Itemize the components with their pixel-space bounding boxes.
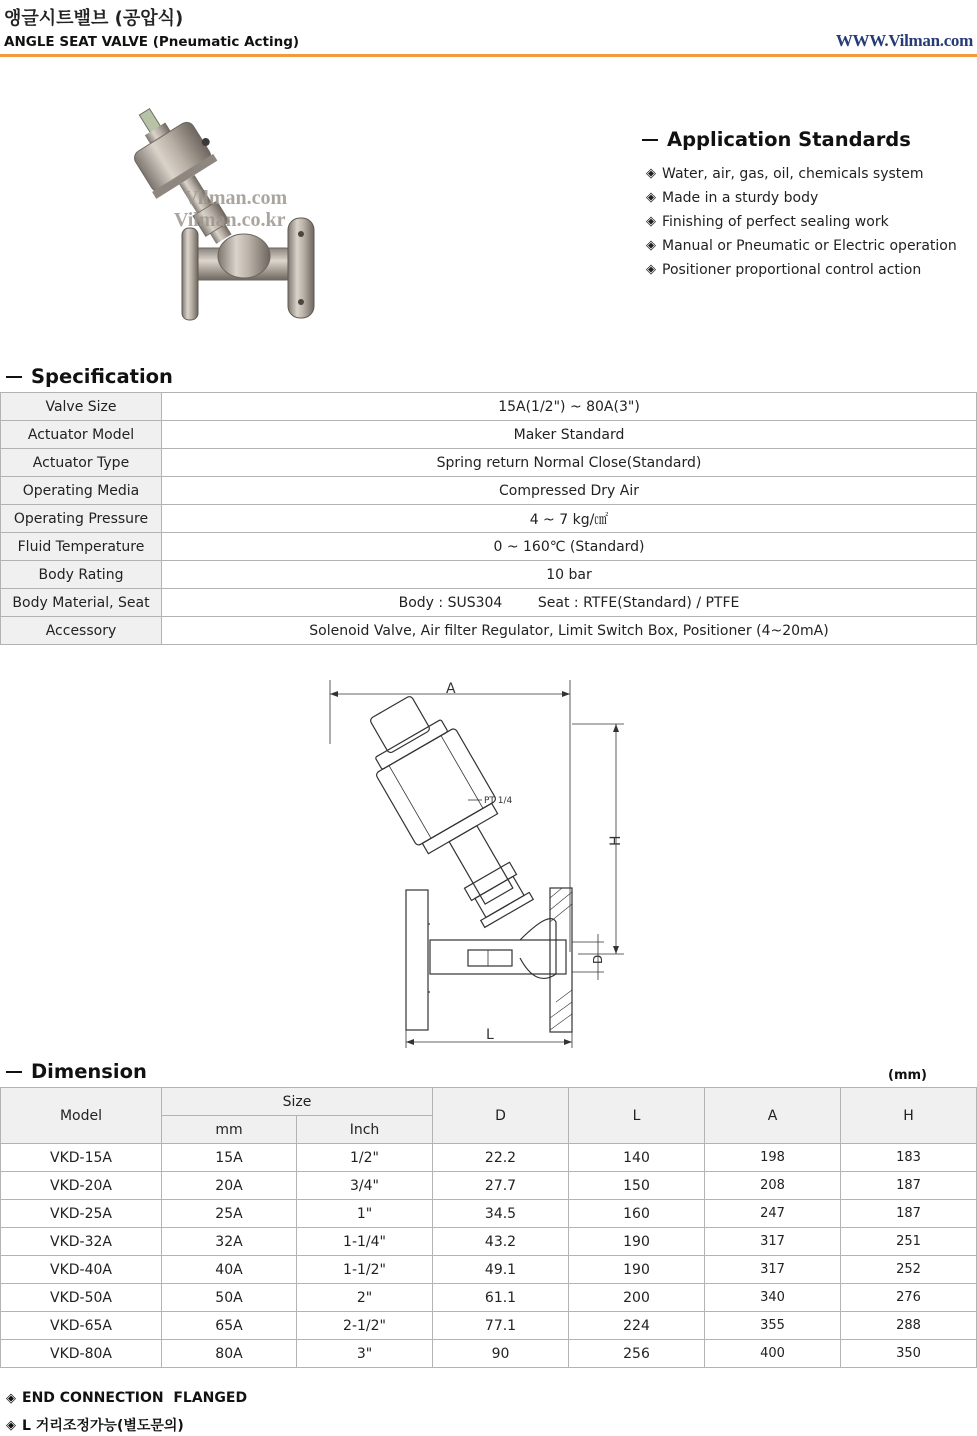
cell-inch: 1/2" <box>297 1144 433 1172</box>
dimension-heading <box>6 1060 147 1083</box>
spec-value: 0 ~ 160℃ (Standard) <box>162 533 977 561</box>
spec-label: Accessory <box>1 617 162 645</box>
application-item-text: Finishing of perfect sealing work <box>662 214 889 230</box>
dim-label-a: A <box>446 681 456 697</box>
cell-inch: 2-1/2" <box>297 1312 433 1340</box>
spec-label: Actuator Model <box>1 421 162 449</box>
dimension-heading-text: Dimension <box>31 1060 147 1083</box>
spec-label: Valve Size <box>1 393 162 421</box>
cell-a: 198 <box>705 1144 841 1172</box>
cell-l: 160 <box>569 1200 705 1228</box>
col-model: Model <box>1 1088 162 1144</box>
application-item-text: Water, air, gas, oil, chemicals system <box>662 166 924 182</box>
table-row <box>1 1284 977 1312</box>
spec-value: 10 bar <box>162 561 977 589</box>
cell-mm: 50A <box>162 1284 297 1312</box>
cell-l: 190 <box>569 1228 705 1256</box>
col-d: D <box>433 1088 569 1144</box>
cell-l: 256 <box>569 1340 705 1368</box>
dim-label-l: L <box>486 1027 494 1043</box>
application-item <box>646 162 957 186</box>
cell-d: 27.7 <box>433 1172 569 1200</box>
cell-d: 90 <box>433 1340 569 1368</box>
cell-h: 187 <box>841 1172 977 1200</box>
application-heading <box>642 128 911 151</box>
cell-l: 200 <box>569 1284 705 1312</box>
cell-mm: 32A <box>162 1228 297 1256</box>
dim-header-row <box>1 1088 977 1116</box>
cell-a: 208 <box>705 1172 841 1200</box>
diamond-bullet-icon: ◈ <box>646 190 656 205</box>
cell-d: 43.2 <box>433 1228 569 1256</box>
spec-row <box>1 533 977 561</box>
note-end-connection <box>6 1390 247 1406</box>
cell-mm: 65A <box>162 1312 297 1340</box>
spec-value: Spring return Normal Close(Standard) <box>162 449 977 477</box>
cell-model: VKD-50A <box>1 1284 162 1312</box>
cell-inch: 3/4" <box>297 1172 433 1200</box>
cell-mm: 80A <box>162 1340 297 1368</box>
cell-model: VKD-25A <box>1 1200 162 1228</box>
cell-inch: 1-1/2" <box>297 1256 433 1284</box>
spec-value: Body : SUS304 Seat : RTFE(Standard) / PTFE <box>162 589 977 617</box>
cell-a: 317 <box>705 1256 841 1284</box>
application-item <box>646 258 957 282</box>
spec-row <box>1 561 977 589</box>
cell-mm: 20A <box>162 1172 297 1200</box>
spec-value: Maker Standard <box>162 421 977 449</box>
heading-dash <box>642 139 658 141</box>
col-h: H <box>841 1088 977 1144</box>
cell-mm: 15A <box>162 1144 297 1172</box>
spec-value: 15A(1/2") ~ 80A(3") <box>162 393 977 421</box>
spec-row <box>1 393 977 421</box>
cell-inch: 1-1/4" <box>297 1228 433 1256</box>
diamond-bullet-icon: ◈ <box>646 166 656 181</box>
cell-model: VKD-80A <box>1 1340 162 1368</box>
cell-inch: 2" <box>297 1284 433 1312</box>
table-row <box>1 1172 977 1200</box>
cell-inch: 3" <box>297 1340 433 1368</box>
cell-l: 150 <box>569 1172 705 1200</box>
specification-heading <box>6 365 173 388</box>
table-row <box>1 1228 977 1256</box>
dim-label-d: D <box>591 954 605 964</box>
application-item-text: Manual or Pneumatic or Electric operation <box>662 238 957 254</box>
cell-d: 34.5 <box>433 1200 569 1228</box>
col-a: A <box>705 1088 841 1144</box>
application-heading-text: Application Standards <box>667 128 911 151</box>
unit-label: (mm) <box>888 1068 927 1083</box>
port-label: PT 1/4 <box>484 796 513 806</box>
cell-h: 350 <box>841 1340 977 1368</box>
heading-dash <box>6 1071 22 1073</box>
cell-a: 317 <box>705 1228 841 1256</box>
spec-value: Solenoid Valve, Air filter Regulator, Limit Switch Box, Positioner (4~20mA) <box>162 617 977 645</box>
diamond-bullet-icon: ◈ <box>6 1417 16 1433</box>
spec-label: Operating Media <box>1 477 162 505</box>
cell-a: 400 <box>705 1340 841 1368</box>
diamond-bullet-icon: ◈ <box>646 238 656 253</box>
cell-a: 247 <box>705 1200 841 1228</box>
table-row <box>1 1200 977 1228</box>
application-list <box>646 162 957 282</box>
specification-table <box>0 392 977 645</box>
col-inch: Inch <box>297 1116 433 1144</box>
cell-l: 190 <box>569 1256 705 1284</box>
photo-watermark-1: Vilman.com <box>184 187 288 209</box>
cell-h: 288 <box>841 1312 977 1340</box>
note-text: END CONNECTION FLANGED <box>22 1390 248 1406</box>
cell-d: 22.2 <box>433 1144 569 1172</box>
table-row <box>1 1256 977 1284</box>
col-l: L <box>569 1088 705 1144</box>
spec-label: Fluid Temperature <box>1 533 162 561</box>
diamond-bullet-icon: ◈ <box>6 1390 16 1406</box>
spec-row <box>1 477 977 505</box>
note-text: L 거리조정가능(별도문의) <box>22 1418 184 1434</box>
website-link[interactable]: WWW.Vilman.com <box>835 31 973 50</box>
col-mm: mm <box>162 1116 297 1144</box>
cell-h: 252 <box>841 1256 977 1284</box>
spec-row <box>1 617 977 645</box>
cell-model: VKD-65A <box>1 1312 162 1340</box>
spec-label: Body Material, Seat <box>1 589 162 617</box>
spec-label: Body Rating <box>1 561 162 589</box>
cell-model: VKD-32A <box>1 1228 162 1256</box>
specification-heading-text: Specification <box>31 365 173 388</box>
spec-label: Operating Pressure <box>1 505 162 533</box>
spec-value: 4 ~ 7 kg/㎠ <box>162 505 977 533</box>
note-length-adjust <box>6 1415 184 1435</box>
table-row <box>1 1340 977 1368</box>
cell-d: 61.1 <box>433 1284 569 1312</box>
cell-d: 77.1 <box>433 1312 569 1340</box>
spec-row <box>1 449 977 477</box>
cell-mm: 25A <box>162 1200 297 1228</box>
cell-a: 340 <box>705 1284 841 1312</box>
cell-inch: 1" <box>297 1200 433 1228</box>
dim-label-h: H <box>608 835 624 846</box>
spec-row <box>1 505 977 533</box>
photo-watermark-2: Vilman.co.kr <box>174 209 286 231</box>
application-item <box>646 210 957 234</box>
cell-l: 224 <box>569 1312 705 1340</box>
cell-mm: 40A <box>162 1256 297 1284</box>
dimension-drawing <box>320 672 640 1052</box>
cell-h: 251 <box>841 1228 977 1256</box>
heading-dash <box>6 376 22 378</box>
application-item-text: Made in a sturdy body <box>662 190 819 206</box>
table-row <box>1 1312 977 1340</box>
product-photo <box>112 96 332 328</box>
spec-value: Compressed Dry Air <box>162 477 977 505</box>
col-size: Size <box>162 1088 433 1116</box>
spec-row <box>1 589 977 617</box>
table-row <box>1 1144 977 1172</box>
cell-a: 355 <box>705 1312 841 1340</box>
cell-l: 140 <box>569 1144 705 1172</box>
cell-model: VKD-15A <box>1 1144 162 1172</box>
cell-model: VKD-20A <box>1 1172 162 1200</box>
cell-model: VKD-40A <box>1 1256 162 1284</box>
spec-row <box>1 421 977 449</box>
dimension-table <box>0 1087 977 1368</box>
page-title-english: ANGLE SEAT VALVE (Pneumatic Acting) <box>4 34 300 50</box>
application-item-text: Positioner proportional control action <box>662 262 922 278</box>
application-item <box>646 186 957 210</box>
diamond-bullet-icon: ◈ <box>646 214 656 229</box>
cell-h: 276 <box>841 1284 977 1312</box>
header-divider <box>0 54 977 57</box>
application-item <box>646 234 957 258</box>
page-title-korean: 앵글시트밸브 (공압식) <box>4 8 184 29</box>
spec-label: Actuator Type <box>1 449 162 477</box>
diamond-bullet-icon: ◈ <box>646 262 656 277</box>
cell-h: 187 <box>841 1200 977 1228</box>
cell-h: 183 <box>841 1144 977 1172</box>
cell-d: 49.1 <box>433 1256 569 1284</box>
